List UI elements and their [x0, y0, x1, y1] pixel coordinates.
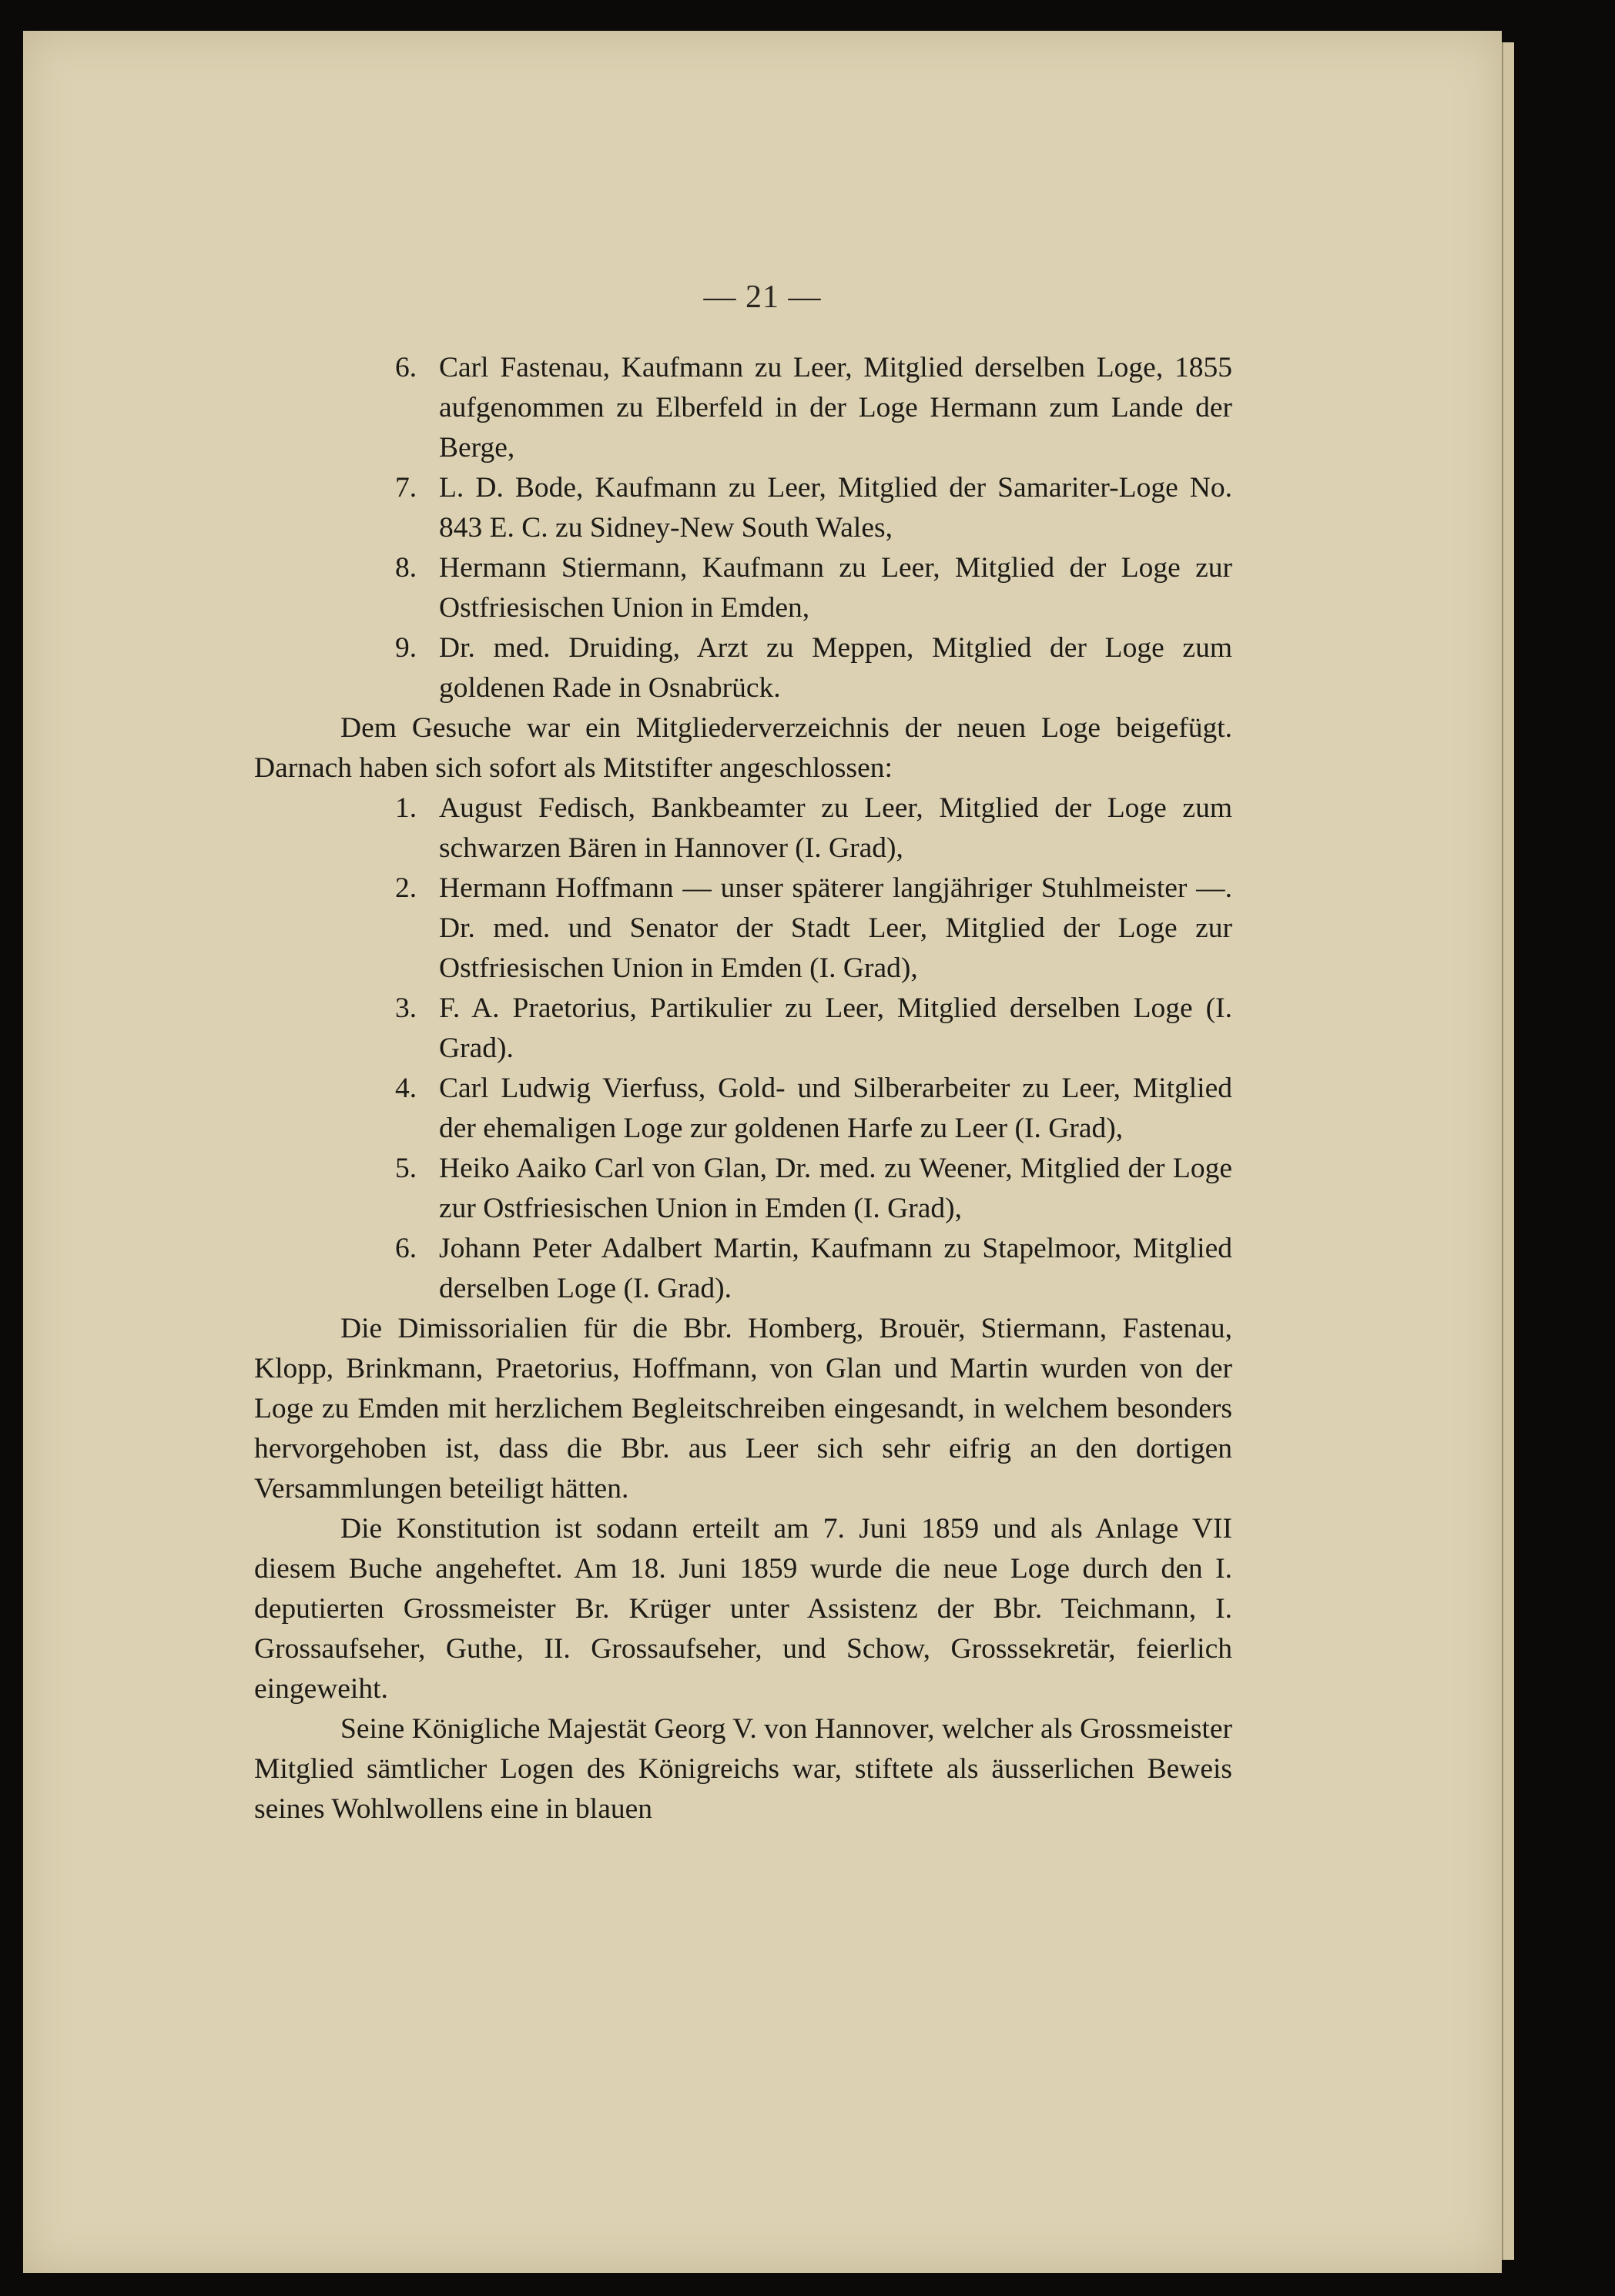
list-item-number: 2.	[395, 872, 417, 904]
list-item-text: Johann Peter Adalbert Martin, Kaufmann zu Stapelmoor, Mitglied derselben Loge (I. Grad).	[439, 1233, 1232, 1304]
list-item-text: Dr. med. Druiding, Arzt zu Meppen, Mitglied der Loge zum goldenen Rade in Osnabrück.	[439, 632, 1232, 704]
list-item	[254, 548, 1232, 628]
list-item-text: Heiko Aaiko Carl von Glan, Dr. med. zu Weener, Mitglied der Loge zur Ostfriesischen Union in Emden (I. Grad),	[439, 1153, 1232, 1224]
list-item-number: 6.	[395, 1233, 417, 1264]
page-body	[254, 348, 1232, 1829]
list-item	[254, 788, 1232, 869]
list-item-number: 5.	[395, 1153, 417, 1184]
list-item-text: Hermann Hoffmann — unser späterer langjähriger Stuhlmeister —. Dr. med. und Senator der Stadt Leer, Mitglied der Loge zur Ostfriesischen Union in Emden (I. Grad),	[439, 872, 1232, 984]
founders-list	[254, 348, 1232, 708]
list-item	[254, 628, 1232, 708]
paragraph-dimissorialien: Die Dimissorialien für die Bbr. Homberg, Brouër, Stiermann, Fastenau, Klopp, Brinkmann, Praetorius, Hoffmann, von Glan und Martin wurden von der Loge zu Emden mit herzlichem Begleitschreiben eingesandt, in welchem besonders hervorgehoben ist, dass die Bbr. aus Leer sich sehr eifrig an den dortigen Versammlungen beteiligt hätten.	[254, 1313, 1232, 1504]
list-item	[254, 348, 1232, 468]
list-item-number: 1.	[395, 792, 417, 824]
list-item-text: Hermann Stiermann, Kaufmann zu Leer, Mitglied der Loge zur Ostfriesischen Union in Emden,	[439, 552, 1232, 624]
paragraph-member-list-intro: Dem Gesuche war ein Mitgliederverzeichnis der neuen Loge beigefügt. Darnach haben sich sofort als Mitstifter angeschlossen:	[254, 712, 1232, 784]
co-founders-list	[254, 788, 1232, 1309]
paragraph-konstitution: Die Konstitution ist sodann erteilt am 7. Juni 1859 und als Anlage VII diesem Buche angeheftet. Am 18. Juni 1859 wurde die neue Loge durch den I. deputierten Grossmeister Br. Krüger unter Assistenz der Bbr. Teichmann, I. Grossaufseher, Guthe, II. Grossaufseher, und Schow, Grosssekretär, feierlich eingeweiht.	[254, 1513, 1232, 1705]
list-item-text: L. D. Bode, Kaufmann zu Leer, Mitglied der Samariter-Loge No. 843 E. C. zu Sidney-New South Wales,	[439, 472, 1232, 544]
list-item-number: 3.	[395, 992, 417, 1024]
list-item-number: 7.	[395, 472, 417, 504]
list-item	[254, 468, 1232, 548]
list-item-number: 4.	[395, 1073, 417, 1104]
scanned-page	[23, 31, 1502, 2273]
list-item-number: 8.	[395, 552, 417, 584]
list-item	[254, 1069, 1232, 1149]
list-item	[254, 989, 1232, 1069]
list-item-text: F. A. Praetorius, Partikulier zu Leer, Mitglied derselben Loge (I. Grad).	[439, 992, 1232, 1064]
list-item	[254, 869, 1232, 989]
list-item-text: August Fedisch, Bankbeamter zu Leer, Mitglied der Loge zum schwarzen Bären in Hannover (I. Grad),	[439, 792, 1232, 864]
list-item	[254, 1229, 1232, 1309]
page-number: — 21 —	[703, 279, 822, 315]
page-edge	[1502, 42, 1514, 2260]
list-item-number: 6.	[395, 352, 417, 383]
list-item-text: Carl Ludwig Vierfuss, Gold- und Silberarbeiter zu Leer, Mitglied der ehemaligen Loge zur goldenen Harfe zu Leer (I. Grad),	[439, 1073, 1232, 1144]
paragraph-majestaet: Seine Königliche Majestät Georg V. von Hannover, welcher als Grossmeister Mitglied sämtlicher Logen des Königreichs war, stiftete als äusserlichen Beweis seines Wohlwollens eine in blauen	[254, 1713, 1232, 1825]
list-item-text: Carl Fastenau, Kaufmann zu Leer, Mitglied derselben Loge, 1855 aufgenommen zu Elberfeld in der Loge Hermann zum Lande der Berge,	[439, 352, 1232, 464]
list-item	[254, 1149, 1232, 1229]
list-item-number: 9.	[395, 632, 417, 664]
